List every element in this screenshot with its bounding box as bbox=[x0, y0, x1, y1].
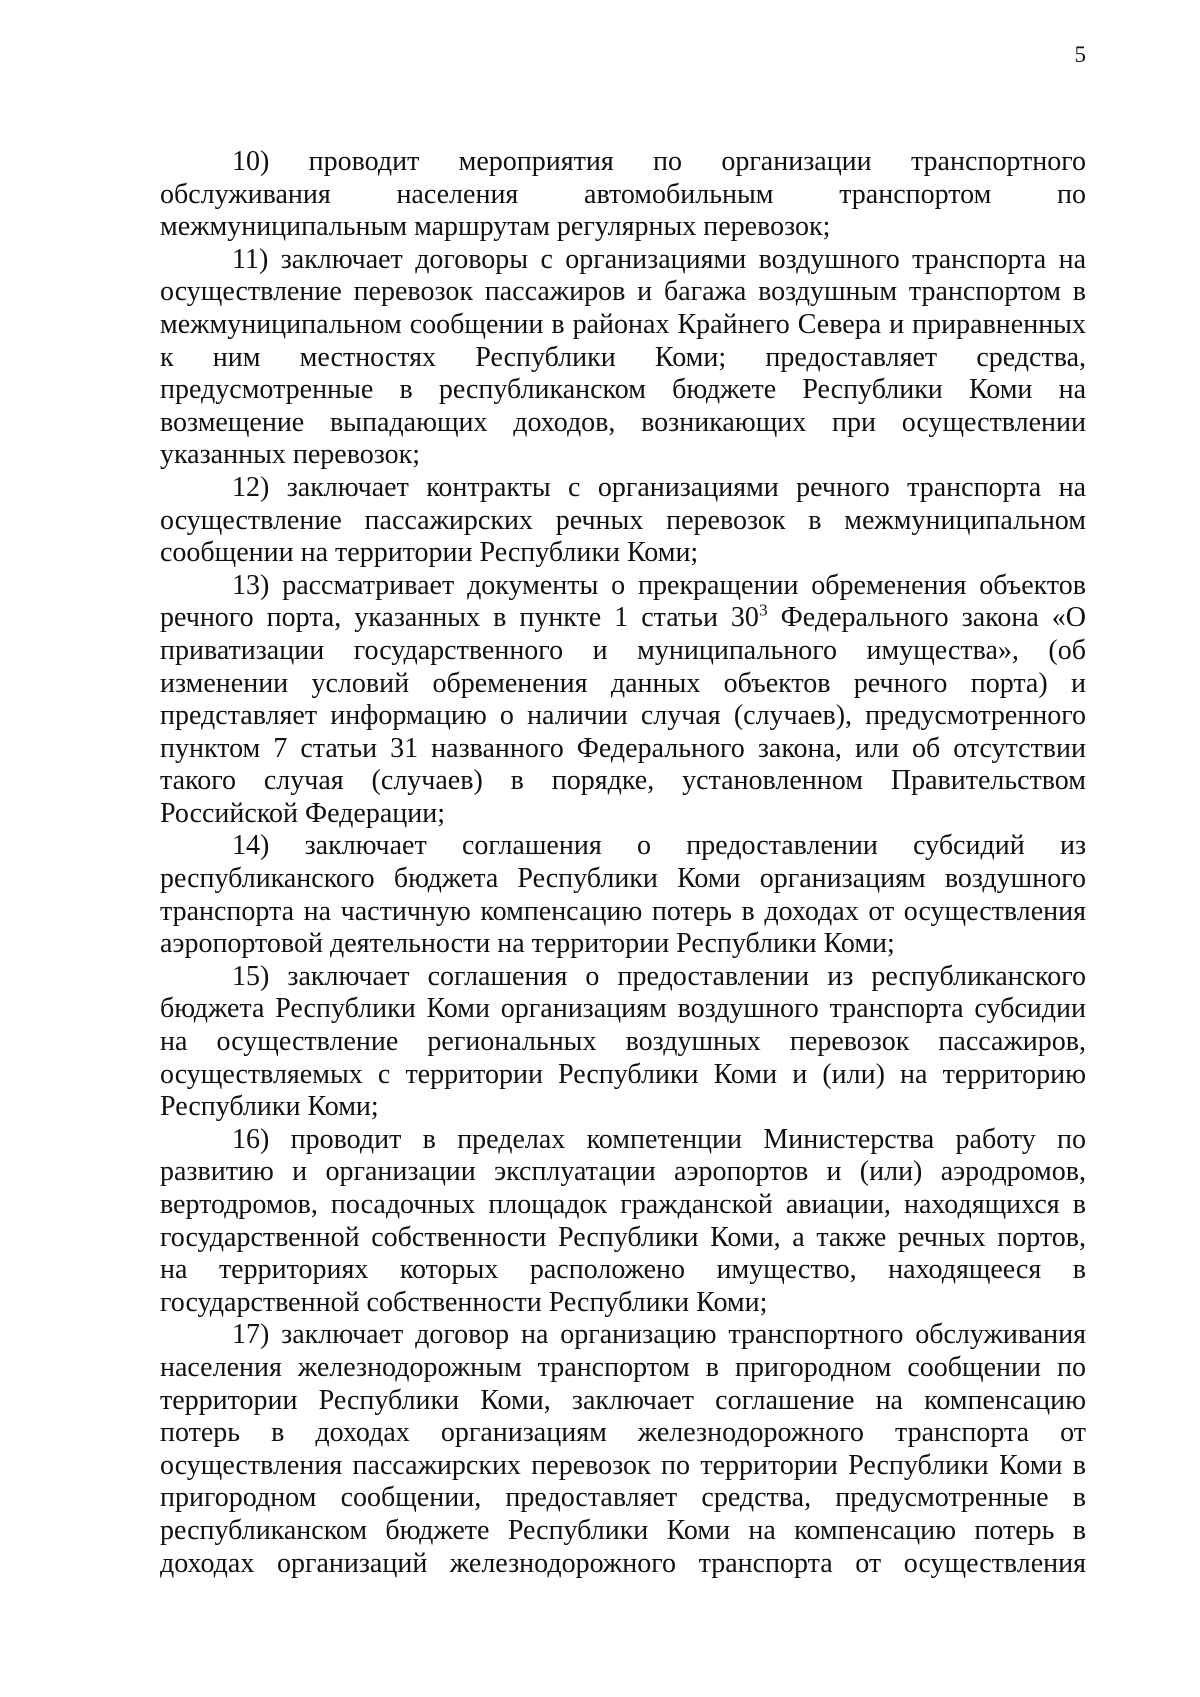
clause-14 bbox=[160, 830, 1086, 960]
clause-text: заключает контракты с организациями речного транспорта на осуществление пассажирских речных перевозок в межмуниципальном сообщении на территории Республики Коми; bbox=[160, 471, 1086, 569]
clause-12 bbox=[160, 472, 1086, 570]
clause-17 bbox=[160, 1319, 1086, 1580]
clause-text-continued: Федерального закона «О приватизации государственного и муниципального имущества», (об изменении условий обременения данных объектов речного порта) и представляет информацию о наличии случая (случаев), предусмотренного пунктом 7 статьи 31 названного Федерального закона, или об отсутствии такого случая (случаев) в порядке, установленном Правительством Российской Федерации; bbox=[160, 602, 1087, 829]
clause-number: 17) bbox=[232, 1319, 270, 1351]
clause-13 bbox=[160, 570, 1086, 831]
clause-text: проводит мероприятия по организации транспортного обслуживания населения автомобильным транспортом по межмуниципальным маршрутам регулярных перевозок; bbox=[160, 146, 1086, 243]
clause-10 bbox=[160, 146, 1086, 244]
superscript-number: 3 bbox=[758, 600, 768, 620]
clause-text: заключает соглашения о предоставлении субсидий из республиканского бюджета Республики Коми организациям воздушного транспорта на частичную компенсацию потерь в доходах от осуществления аэропортовой деятельности на территории Республики Коми; bbox=[160, 830, 1086, 960]
clause-number: 11) bbox=[232, 243, 269, 275]
clause-16 bbox=[160, 1124, 1086, 1320]
clause-text: рассматривает документы о прекращении обременения объектов речного порта, указанных в пункте 1 статьи 30 bbox=[160, 569, 1086, 634]
clause-number: 16) bbox=[232, 1123, 270, 1155]
clause-text: заключает соглашения о предоставлении из республиканского бюджета Республики Коми организациям воздушного транспорта субсидии на осуществление региональных воздушных перевозок пассажиров, осуществляемых с территории Республики Коми и (или) на территорию Республики Коми; bbox=[160, 960, 1086, 1123]
clause-number: 14) bbox=[232, 830, 270, 862]
document-body bbox=[160, 146, 1086, 1580]
clause-number: 13) bbox=[232, 569, 270, 601]
clause-text: заключает договор на организацию транспортного обслуживания населения железнодорожным транспортом в пригородном сообщении по территории Республики Коми, заключает соглашение на компенсацию потерь в доходах организациям железнодорожного транспорта от осуществления пассажирских перевозок по территории Республики Коми в пригородном сообщении, предоставляет средства, предусмотренные в республиканском бюджете Республики Коми на компенсацию потерь в доходах организаций железнодорожного транспорта от осуществления bbox=[160, 1319, 1086, 1579]
clause-11 bbox=[160, 244, 1086, 472]
clause-number: 12) bbox=[232, 471, 270, 503]
page-number: 5 bbox=[1074, 42, 1086, 67]
clause-15 bbox=[160, 961, 1086, 1124]
clause-number: 10) bbox=[232, 146, 270, 177]
clause-text: проводит в пределах компетенции Министерства работу по развитию и организации эксплуатации аэропортов и (или) аэродромов, вертодромов, посадочных площадок гражданской авиации, находящихся в государственной собственности Республики Коми, а также речных портов, на территориях которых расположено имущество, находящееся в государственной собственности Республики Коми; bbox=[160, 1123, 1087, 1318]
clause-text: заключает договоры с организациями воздушного транспорта на осуществление перевозок пассажиров и багажа воздушным транспортом в межмуниципальном сообщении в районах Крайнего Севера и приравненных к ним местностях Республики Коми; предоставляет средства, предусмотренные в республиканском бюджете Республики Коми на возмещение выпадающих доходов, возникающих при осуществлении указанных перевозок; bbox=[160, 243, 1086, 471]
clause-number: 15) bbox=[232, 960, 270, 992]
